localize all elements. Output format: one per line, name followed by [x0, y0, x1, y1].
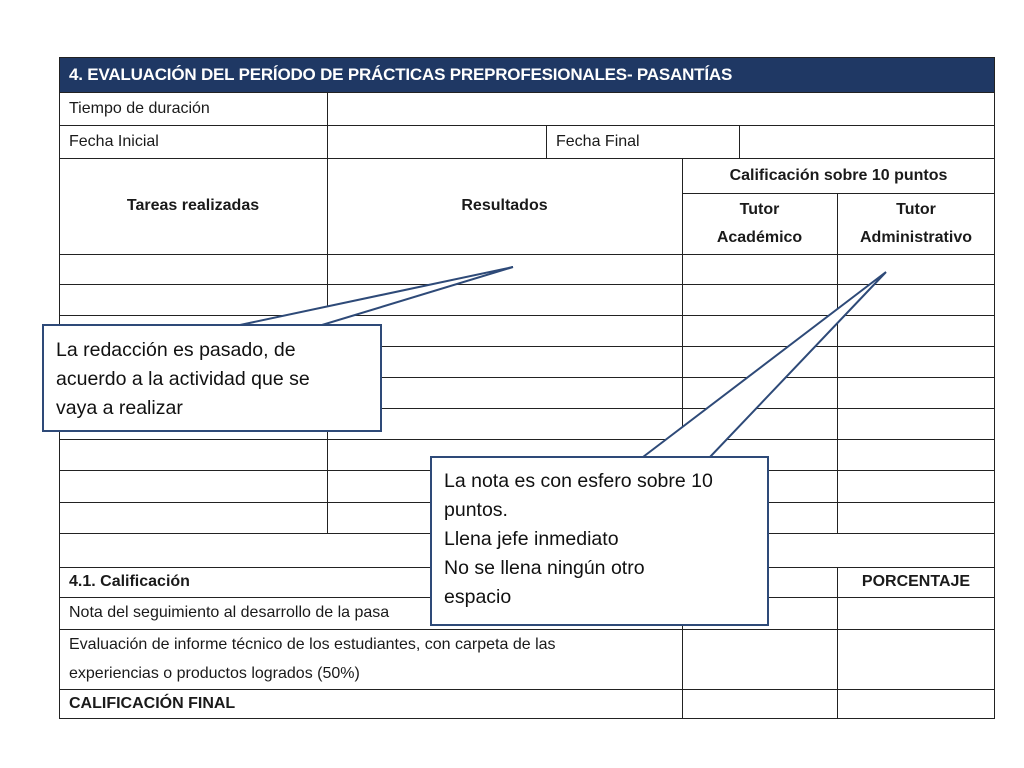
left-callout-pointer [240, 267, 513, 325]
grade-header: Calificación sobre 10 puntos [729, 166, 948, 184]
tasks-header: Tareas realizadas [126, 197, 260, 214]
academic-tutor-line1: Tutor [739, 201, 780, 218]
admin-tutor-line2: Administrativo [859, 229, 972, 246]
results-header: Resultados [461, 197, 548, 214]
grade-note-line: espacio [444, 586, 512, 608]
grading-section-title: 4.1. Calificación [69, 573, 190, 590]
report-row-line1: Evaluación de informe técnico de los estudiantes, con carpeta de las [69, 636, 556, 653]
start-date-label: Fecha Inicial [69, 132, 159, 150]
grade-note-line: puntos. [444, 499, 508, 521]
report-row-line2: experiencias o productos logrados (50%) [69, 665, 360, 682]
writing-note-line: acuerdo a la actividad que se [56, 368, 310, 390]
grade-note-line: Llena jefe inmediato [444, 528, 619, 550]
grade-note-line: La nota es con esfero sobre 10 [444, 470, 713, 492]
writing-note-line: La redacción es pasado, de [56, 339, 296, 361]
duration-label: Tiempo de duración [69, 99, 210, 117]
section-title: 4. EVALUACIÓN DEL PERÍODO DE PRÁCTICAS PREPROFESIONALES- PASANTÍAS [59, 57, 995, 92]
grade-note-callout [430, 456, 769, 626]
grade-note-line: No se llena ningún otro [444, 557, 645, 579]
followup-row-label: Nota del seguimiento al desarrollo de la pasa [69, 604, 390, 621]
academic-tutor-line2: Académico [716, 229, 803, 246]
final-grade-label: CALIFICACIÓN FINAL [69, 695, 236, 712]
end-date-label: Fecha Final [556, 132, 640, 150]
percentage-column-label: PORCENTAJE [861, 573, 971, 590]
writing-note-line: vaya a realizar [56, 397, 183, 419]
right-callout-pointer [643, 272, 886, 457]
admin-tutor-line1: Tutor [896, 201, 936, 218]
writing-note-callout [42, 324, 382, 432]
